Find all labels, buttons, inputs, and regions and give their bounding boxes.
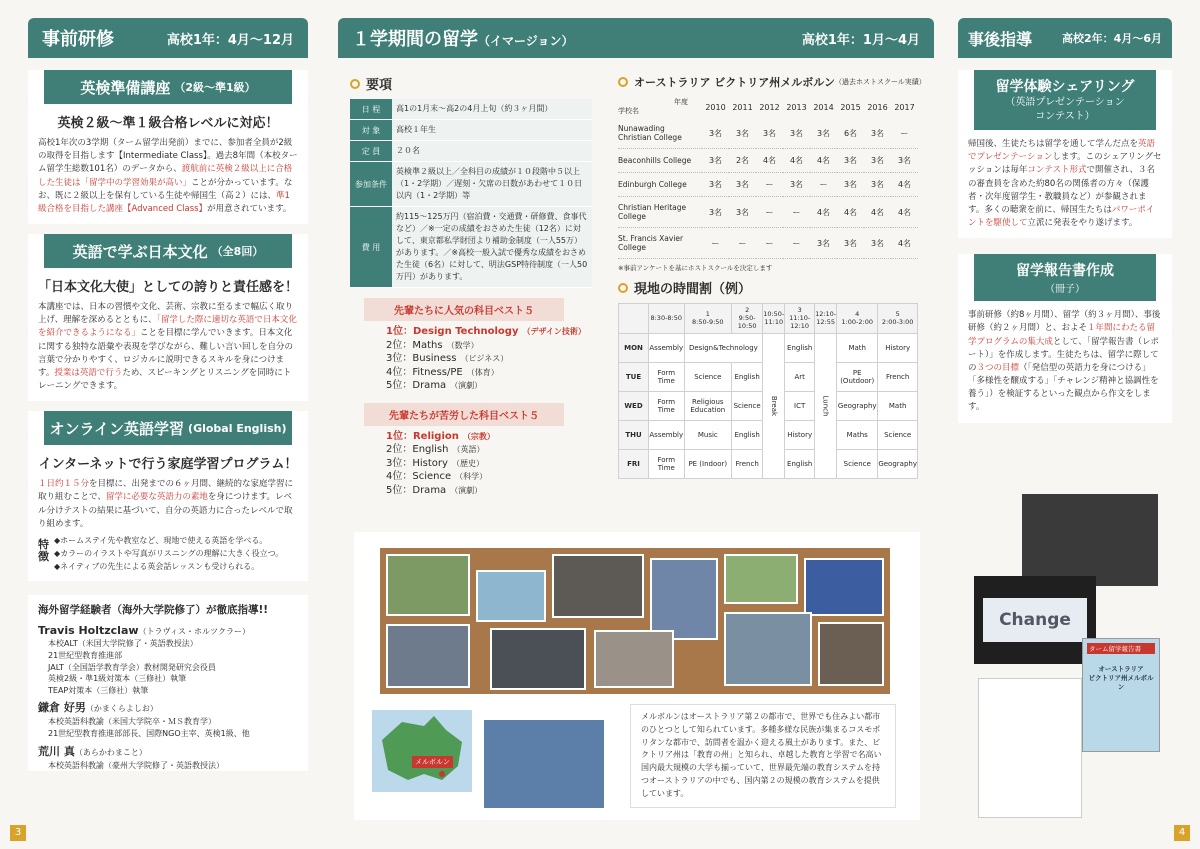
report-page-image <box>978 678 1082 818</box>
list-item: 5位：Drama （演劇） <box>386 484 483 496</box>
online-english-text: １日约１５分を目標に、出発までの６ヶ月間、継続的な家庭学習に取り組むことで、留学に必要な英語力の素地を身につけます。レベル分けテストの結果に基づいて、自分の英語力に合ったレベルで取り組めます。 <box>38 479 294 529</box>
list-item: 3位：Business （ビジネス） <box>386 353 509 364</box>
feature-item: ◆カラーのイラストや写真がリスニングの理解に大きく役立つ。 <box>54 548 284 558</box>
eiken-course-text: 高校1年次の3学期（ターム留学出発前）までに、参加者全員が2級の取得を目指します【Intermediate Class】。過去8年間（本校ターム留学生総数101名）のデータから、渡航前に英検２級以上に合格した生徒は「留学中の学習効果が高い」ことが分かっています。なお、既に２級以上を保有している生徒や帰国生（高２）には、準1級合格を目指した講座【Advanced Class】が用意されています。 <box>38 138 298 214</box>
photo <box>724 612 812 686</box>
timetable-table <box>618 303 918 479</box>
sharing-subtitle: （英語プレゼンテーション コンテスト） <box>1005 97 1125 122</box>
section-title: 事前研修 <box>42 29 114 50</box>
japan-culture-subhead: 「日本文化大使」としての誇りと責任感を！ <box>38 280 299 296</box>
hard-subjects-list <box>386 430 608 498</box>
report-title: 留学報告書作成 <box>1016 263 1114 280</box>
table-header-row: 年度 学校名 2010 2011 2012 2013 2014 2015 2016 2017 <box>618 98 915 116</box>
timetable-title: 現地の時間割（例） <box>618 278 928 297</box>
photo <box>818 622 884 686</box>
features-list <box>38 535 298 573</box>
list-item: 4位：Fitness/PE （体育） <box>386 366 499 378</box>
photo-collage-area <box>354 532 920 820</box>
instructor-detail: 英検2級・準1級対策本（三修社）執筆 <box>48 674 187 684</box>
break-cell: Break <box>763 334 785 479</box>
bullet-dot-icon <box>350 79 360 89</box>
pre-training-header <box>28 18 308 58</box>
photo <box>724 554 798 604</box>
host-schools-title: オーストラリア ビクトリア州メルボルン （過去ホストスクール実績） <box>618 74 928 90</box>
study-abroad-column <box>338 18 934 825</box>
table-row: Beaconhills College 3名 2名 4名 4名 4名 3名 3名 3名 <box>618 149 918 173</box>
instructor-detail: 本校ALT（米国大学院修了・英語教授法） <box>48 639 198 649</box>
popular-subjects-list <box>386 325 608 393</box>
table-row: 定 員 ２０名 <box>350 141 592 162</box>
eiken-course-card <box>28 70 308 224</box>
host-schools-block <box>618 66 928 479</box>
japan-culture-card <box>28 234 308 401</box>
hard-subjects-title: 先輩たちが苦労した科目ベスト５ <box>364 403 564 426</box>
instructors-card <box>28 595 308 771</box>
classroom-photo <box>1022 494 1158 586</box>
report-title-box <box>974 254 1156 301</box>
photo <box>804 558 884 616</box>
requirements-title: 要項 <box>350 74 608 93</box>
popular-subjects-title: 先輩たちに人気の科目ベスト５ <box>364 298 564 321</box>
table-row: THU Assembly Music English History Maths Science <box>619 421 918 450</box>
sharing-text: 帰国後、生徒たちは留学を通して学んだ点を英語でプレゼンテーションします。このシェアリングセッションは毎年コンテスト形式で開催され、３名の審査員を含めた約80名の関係者の方々（保護者・次年度留学生・教職員など）が参観されます。多くの聴衆を前に、帰国生たちはパワーポイントを駆使して立派に発表をやり遂げます。 <box>968 139 1162 229</box>
photo <box>476 570 546 622</box>
table-row: 対 象 高校１年生 <box>350 120 592 141</box>
section-title: １学期間の留学（イマージョン） <box>352 29 574 50</box>
presentation-photo <box>974 576 1096 664</box>
sharing-title-box <box>974 70 1156 130</box>
host-schools-note: ※事前アンケートを基にホストスクールを決定します <box>618 264 773 273</box>
section-term: 高校1年：4月〜12月 <box>166 32 294 48</box>
post-training-column <box>958 18 1172 825</box>
instructor-detail: 本校英語科教諭（豪州大学院修了・英語教授法） <box>48 760 224 770</box>
table-row: St. Francis Xavier College ー ー ー ー 3名 3名 3名 4名 <box>618 228 918 259</box>
instructor-detail: 21世紀型教育推進部 <box>48 651 123 661</box>
melbourne-map-label: メルボルン <box>412 756 453 768</box>
table-header-row: 8:30-8:50 1 8:50-9:50 2 9:50-10:50 10:50-11:10 3 11:10-12:10 12:10-12:55 4 1:00-2:00 5 2:00-3:00 <box>619 304 918 334</box>
feature-item: ◆ネイティブの先生による英会話レッスンも受けられる。 <box>54 561 260 571</box>
list-item: 1位：Religion （宗教） <box>386 430 495 442</box>
list-item: 1位：Design Technology （デザイン技術） <box>386 326 586 337</box>
instructor-detail: 本校英語科教諭（米国大学院卒・ＭＳ教育学） <box>48 717 216 727</box>
page-number-right: 4 <box>1174 825 1190 841</box>
melbourne-description: メルボルンはオーストラリア第２の都市で、世界でも住みよい都市のひとつとして知られています。多種多様な民族が集まるコスモポリタンな都市で、訪問者を温かく迎える風土があります。また、ビクトリア州は「教育の州」と知られ、卓越した教育と学習で名高い国内最大規模の大学も揃っていて、世界最先端の教育システムを持つオーストラリアの中でも、国内第２の規模の教育システムを提供しています。 <box>630 704 896 808</box>
report-card <box>958 254 1172 422</box>
list-item: 4位：Science （科学） <box>386 471 488 482</box>
list-item: 3位：History （歴史） <box>386 457 484 469</box>
section-term: 高校1年：1月〜4月 <box>801 32 920 48</box>
features-label: 特徴 <box>38 537 49 564</box>
requirements-table <box>350 99 592 288</box>
australia-map-icon <box>372 710 472 792</box>
table-row: Edinburgh College 3名 3名 ー 3名 ー 3名 3名 4名 <box>618 173 918 197</box>
online-english-subhead: インターネットで行う家庭学習プログラム！ <box>38 457 298 473</box>
corkboard <box>380 548 890 694</box>
table-row: 日 程 高1の1月末〜高2の4月上旬（約３ヶ月間） <box>350 99 592 120</box>
australia-map <box>370 708 474 794</box>
table-row: Christian Heritage College 3名 3名 ー ー 4名 4名 4名 4名 <box>618 197 918 228</box>
list-item: 2位：English （英語） <box>386 444 485 455</box>
list-item: 5位：Drama （演劇） <box>386 380 483 391</box>
study-abroad-header <box>338 18 934 58</box>
host-schools-table <box>618 96 918 259</box>
table-row: FRI Form Time PE (Indoor) French English Science Geography <box>619 450 918 479</box>
instructor-name: 鎌倉 好男（かまくらよしお） <box>38 701 158 715</box>
table-row: TUE Form Time Science English Art PE (Outdoor) French <box>619 363 918 392</box>
report-booklet-cover <box>1082 638 1160 752</box>
eiken-course-subhead: 英検２級〜準１級合格レベルに対応！ <box>57 116 279 131</box>
instructor-name: 荒川 真（あらかわまこと） <box>38 744 147 758</box>
table-row: MON Assembly Design&Technology Break English Lunch Math History <box>619 334 918 363</box>
instructors-title: 海外留学経験者（海外大学院修了）が徹底指導!! <box>38 604 269 617</box>
section-title: 事後指導 <box>968 29 1033 49</box>
table-row: 費 用 約115〜125万円（宿泊費・交通費・研修費、食事代など）／※一定の成績をおさめた生徒（12名）に対して、東京都私学財団より補助金制度（一人55万）があります。／※高校一般入試で優秀な成績をおさめた生徒（6名）に対して、明法GSP特待制度（一人50万円）があります。 <box>350 207 592 288</box>
melbourne-skyline-photo <box>482 718 606 810</box>
photo <box>490 628 586 690</box>
instructor-name: Travis Holtzclaw（トラヴィス・ホルツクラー） <box>38 623 250 637</box>
section-term: 高校2年：4月〜6月 <box>1062 32 1162 45</box>
booklet-title: ターム留学報告書 <box>1087 643 1155 654</box>
lunch-cell: Lunch <box>815 334 837 479</box>
instructor-detail: 21世紀型教育推進部部長、国際NGO主宰、英検1級、他 <box>48 728 250 738</box>
bullet-dot-icon <box>618 77 628 87</box>
list-item: 2位：Maths （数学） <box>386 339 479 351</box>
slide-word: Change <box>983 598 1087 642</box>
photo <box>552 554 644 618</box>
sharing-card <box>958 70 1172 238</box>
report-subtitle: （冊子） <box>1045 284 1085 296</box>
photo <box>386 624 470 688</box>
table-row: WED Form Time Religious Education Science ICT Geography Math <box>619 392 918 421</box>
instructor-detail: TEAP対策本（三修社）執筆 <box>48 685 149 695</box>
photo <box>650 558 718 640</box>
online-english-title: オンライン英語学習 (Global English) <box>44 411 292 445</box>
bullet-dot-icon <box>618 283 628 293</box>
page-number-left: 3 <box>10 825 26 841</box>
post-training-header <box>958 18 1172 58</box>
japan-culture-title: 英語で学ぶ日本文化 （全8回） <box>44 234 292 268</box>
feature-item: ◆ホームステイ先や教室など、現地で使える英語を学べる。 <box>54 535 268 545</box>
sharing-title: 留学体験シェアリング <box>995 79 1135 95</box>
photo <box>386 554 470 616</box>
japan-culture-text: 本講座では、日本の習慣や文化、芸術、宗教に至るまで幅広く取り上げ、理解を深めるとともに、「留学した際に適切な英語で日本文化を紹介できるようになる」ことを目標に学んでいきます。日本文化に関する独特な語彙や表現を学びながら、難しい言い回しを自分の言葉で分かりやすく、ロジカルに説明できるスキルを身につけます。授業は英語で行うため、スピーキングとリスニングを同時にトレーニングできます。 <box>38 302 297 392</box>
report-text: 事前研修（約8ヶ月間）、留学（約３ヶ月間）、事後研修（約２ヶ月間）と、およそ１年間にわたる留学プログラムの集大成として、「留学報告書（レポート）」を作成します。生徒たちは、留学に際しての３つの目標（「発信型の英語力を身につける」「多様性を醸成する」「チャレンジ精神と協調性を養う」）を検証するといった観点から作文をします。 <box>968 310 1161 413</box>
booklet-subtitle: オーストラリア ビクトリア州メルボルン <box>1088 665 1154 691</box>
requirements-block <box>350 66 608 497</box>
instructor-detail: JALT（全国語学教育学会）教材開発研究会役員 <box>48 662 216 672</box>
pre-training-column <box>28 18 308 825</box>
online-english-card <box>28 411 308 581</box>
table-row: Nunawading Christian College 3名 3名 3名 3名 3名 6名 3名 ー <box>618 118 918 149</box>
eiken-course-title: 英検準備講座 （2級〜準1級） <box>44 70 292 104</box>
photo <box>594 630 674 688</box>
table-row: 参加条件 英検準２級以上／全科目の成績が１０段階中５以上（1・2学期）／遅刻・欠席の日数があわせて１０日以内（1・2学期）等 <box>350 162 592 207</box>
